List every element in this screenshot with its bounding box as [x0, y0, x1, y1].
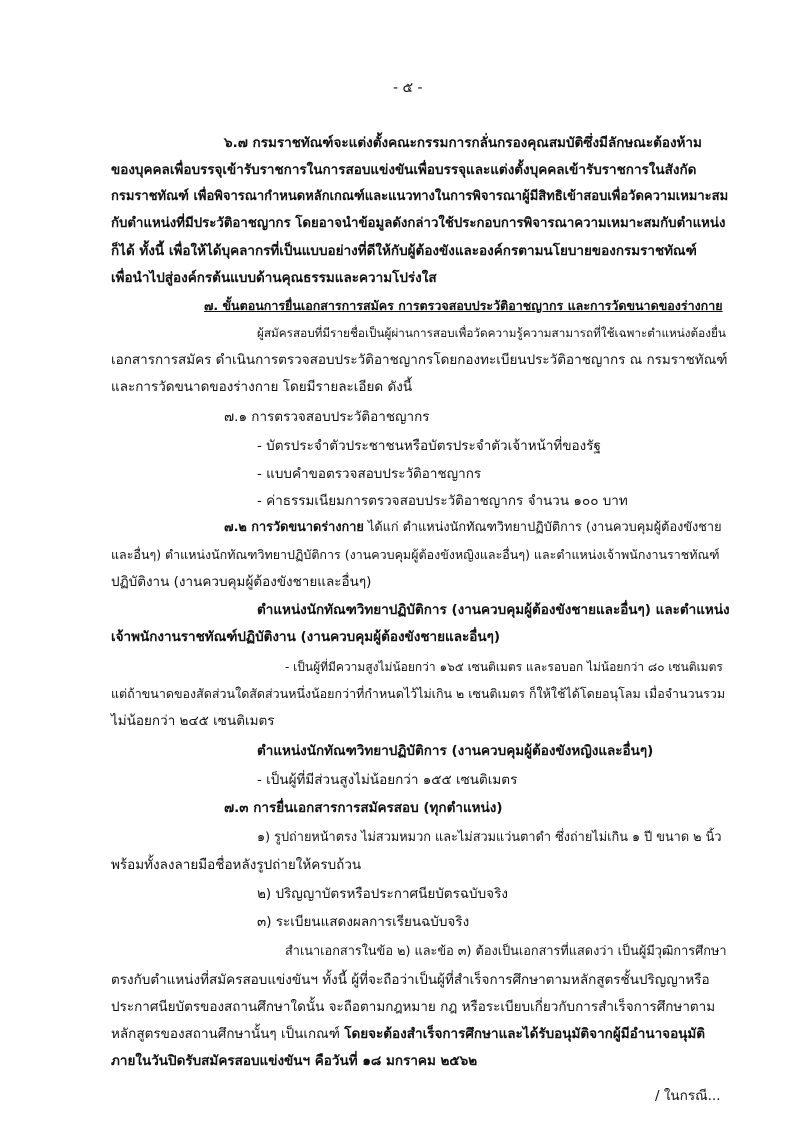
sub-7-1-heading: ๗.๑ การตรวจสอบประวัติอาชญากร [224, 409, 430, 425]
sub-7-2-line [224, 518, 722, 538]
male-requirement-line: ไม่น้อยกว่า ๒๔๕ เซนติเมตร [111, 713, 275, 729]
sub-7-3-heading: ๗.๓ การยื่นเอกสารการสมัครสอบ (ทุกตำแหน่ง) [224, 800, 503, 816]
male-position-heading: เจ้าพนักงานราชทัณฑ์ปฏิบัติงาน (งานควบคุมผู้ต้องขังชายและอื่นๆ) [111, 629, 501, 645]
sub-7-2-line1-rest: ได้แก่ ตำแหน่งนักทัณฑวิทยาปฏิบัติการ (งานควบคุมผู้ต้องขังชาย [363, 520, 722, 535]
section-6-7-line: กรมราชทัณฑ์ เพื่อพิจารณากำหนดหลักเกณฑ์และแนวทางในการพิจารณาผู้มีสิทธิเข้าสอบเพื่อวัดความเหมาะสม [111, 189, 729, 204]
female-position-heading: ตำแหน่งนักทัณฑวิทยาปฏิบัติการ (งานควบคุมผู้ต้องขังหญิงและอื่นๆ) [257, 743, 654, 759]
sub-7-3-note-line: ประกาศนียบัตรของสถานศึกษาใดนั้น จะถือตามกฎหมาย กฎ หรือระเบียบเกี่ยวกับการสำเร็จการศึกษาตาม [111, 999, 716, 1015]
sub-7-3-note-line: สำเนาเอกสารในข้อ ๒) และข้อ ๓) ต้องเป็นเอกสารที่แสดงว่า เป็นผู้มีวุฒิการศึกษา [285, 944, 727, 959]
section-7-heading: ๗. ขั้นตอนการยื่นเอกสารการสมัคร การตรวจสอบประวัติอาชญากร และการวัดขนาดของร่างกาย [204, 298, 723, 313]
section-6-7-line: ๖.๗ กรมราชทัณฑ์จะแต่งตั้งคณะกรรมการกลั่นกรองคุณสมบัติซึ่งมีลักษณะต้องห้าม [224, 135, 702, 151]
page-number: - ๕ - [393, 80, 423, 96]
section-6-7-line: ของบุคคลเพื่อบรรจุเข้ารับราชการในการสอบแข่งขันเพื่อบรรจุและแต่งตั้งบุคคลเข้ารับราชการในสังกัด [111, 162, 697, 178]
sub-7-3-note-line: ตรงกับตำแหน่งที่สมัครสอบแข่งขันฯ ทั้งนี้ ผู้ที่จะถือว่าเป็นผู้ที่สำเร็จการศึกษาตามหลักสูตรชั้นปริญญาหรือ [111, 972, 710, 988]
sub-7-3-item1-line: พร้อมทั้งลงลายมือชื่อหลังรูปถ่ายให้ครบถ้วน [111, 857, 362, 873]
continuation-marker: / ในกรณี... [655, 1088, 721, 1104]
sub-7-3-item1-line: ๑) รูปถ่ายหน้าตรง ไม่สวมหมวก และไม่สวมแว่นตาดำ ซึ่งถ่ายไม่เกิน ๑ ปี ขนาด ๒ นิ้ว [257, 830, 722, 845]
sub-7-2-line: ปฏิบัติงาน (งานควบคุมผู้ต้องขังชายและอื่นๆ) [111, 574, 372, 590]
sub-7-3-note-line [111, 1024, 705, 1044]
section-7-intro-line: และการวัดขนาดของร่างกาย โดยมีรายละเอียด ดังนี้ [111, 379, 413, 395]
male-requirement-line: แต่ถ้าขนาดของสัดส่วนใดสัดส่วนหนึ่งน้อยกว่าที่กำหนดไว้ไม่เกิน ๒ เซนติเมตร ก็ให้ใช้ได้โดยอนุโลม เมื่อจำนวนรวม [111, 686, 726, 701]
section-6-7-line: ก็ได้ ทั้งนี้ เพื่อให้ได้บุคลากรที่เป็นแบบอย่างที่ดีให้กับผู้ต้องขังและองค์กรตามนโยบายของกรมราชทัณฑ์ [111, 243, 697, 259]
section-7-intro-line: ผู้สมัครสอบที่มีรายชื่อเป็นผู้ผ่านการสอบเพื่อวัดความรู้ความสามารถที่ใช้เฉพาะตำแหน่งต้องยื่น [257, 326, 726, 340]
sub-7-2-heading: ๗.๒ การวัดขนาดร่างกาย [224, 520, 364, 535]
sub-7-1-item: - บัตรประจำตัวประชาชนหรือบัตรประจำตัวเจ้าหน้าที่ของรัฐ [257, 438, 601, 454]
male-position-heading: ตำแหน่งนักทัณฑวิทยาปฏิบัติการ (งานควบคุมผู้ต้องขังชายและอื่นๆ) และตำแหน่ง [257, 602, 730, 618]
sub-7-2-line: และอื่นๆ) ตำแหน่งนักทัณฑวิทยาปฏิบัติการ (งานควบคุมผู้ต้องขังหญิงและอื่นๆ) และตำแหน่งเจ้าพนักงานราชทัณฑ์ [111, 547, 720, 562]
male-requirement-line: - เป็นผู้ที่มีความสูงไม่น้อยกว่า ๑๖๕ เซนติเมตร และรอบอก ไม่น้อยกว่า ๘๐ เซนติเมตร [285, 660, 723, 674]
section-6-7-line: กับตำแหน่งที่มีประวัติอาชญากร โดยอาจนำข้อมูลดังกล่าวใช้ประกอบการพิจารณาความเหมาะสมกับตำแหน่ง [111, 216, 726, 231]
sub-7-3-item3: ๓) ระเบียนแสดงผลการเรียนฉบับจริง [257, 914, 470, 930]
section-6-7-line: เพื่อนำไปสู่องค์กรต้นแบบด้านคุณธรรมและความโปร่งใส [111, 270, 437, 286]
note-bold-text: โดยจะต้องสำเร็จการศึกษาและได้รับอนุมัติจากผู้มีอำนาจอนุมัติ [344, 1026, 706, 1042]
sub-7-1-item: - แบบคำขอตรวจสอบประวัติอาชญากร [257, 466, 482, 482]
female-requirement: - เป็นผู้ที่มีส่วนสูงไม่น้อยกว่า ๑๕๕ เซนติเมตร [257, 772, 518, 788]
sub-7-3-item2: ๒) ปริญญาบัตรหรือประกาศนียบัตรฉบับจริง [257, 886, 508, 902]
section-7-intro-line: เอกสารการสมัคร ดำเนินการตรวจสอบประวัติอาชญากรโดยกองทะเบียนประวัติอาชญากร ณ กรมราชทัณฑ์ [111, 352, 728, 368]
sub-7-3-note-deadline: ภายในวันปิดรับสมัครสอบแข่งขันฯ คือวันที่ ๑๘ มกราคม ๒๕๖๒ [111, 1053, 478, 1069]
note-normal-text: หลักสูตรของสถานศึกษานั้นๆ เป็นเกณฑ์ [111, 1026, 345, 1042]
sub-7-1-item: - ค่าธรรมเนียมการตรวจสอบประวัติอาชญากร จำนวน ๑๐๐ บาท [257, 493, 628, 509]
